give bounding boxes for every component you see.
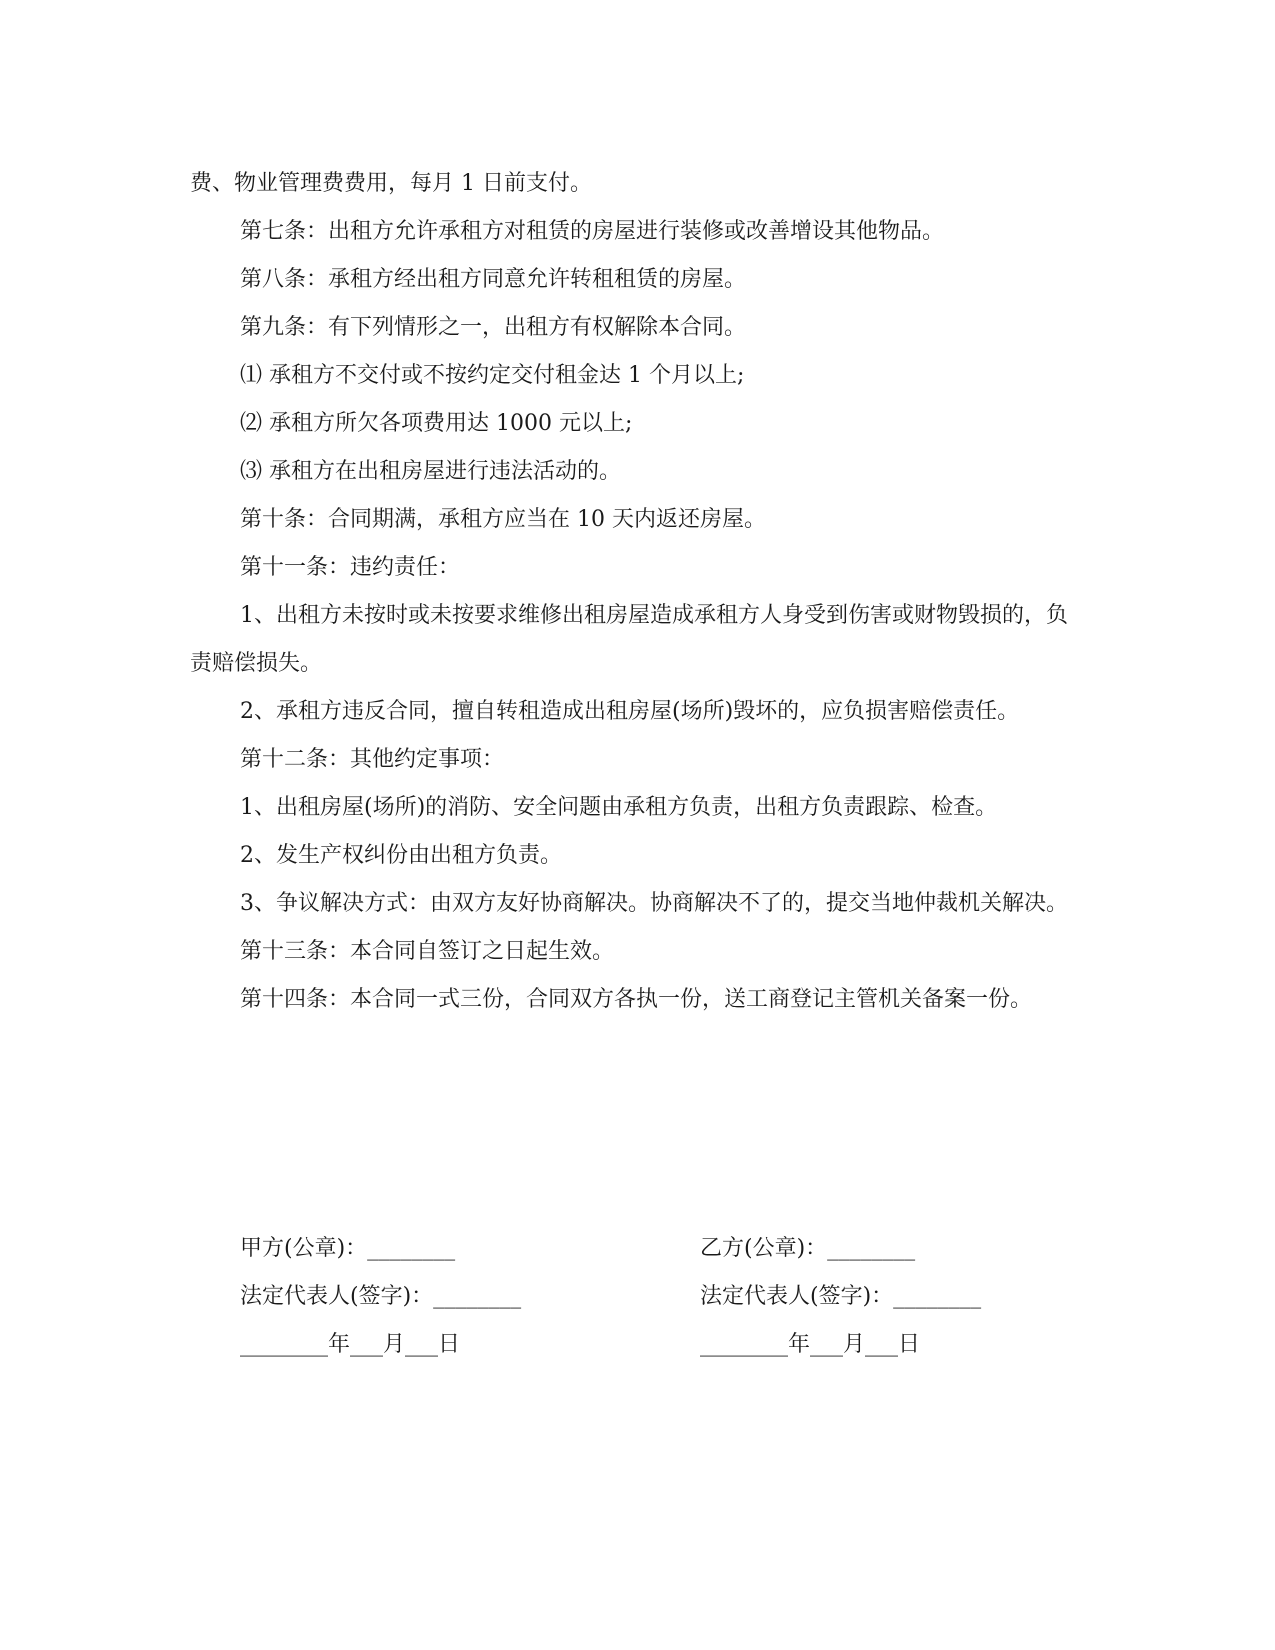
party-a-seal-line: 甲方(公章)：________ [240,1236,456,1261]
paragraph-article-11-item-1: 1、出租方未按时或未按要求维修出租房屋造成承租方人身受到伤害或财物毁损的，负责赔偿损失。 [190,603,1068,676]
paragraph-article-9-item-1: ⑴ 承租方不交付或不按约定交付租金达 1 个月以上; [240,363,745,388]
party-b-seal-line: 乙方(公章)：________ [700,1236,916,1261]
party-a-date-line: ________年___月___日 [240,1332,461,1357]
party-b-date-line: ________年___月___日 [700,1332,921,1357]
paragraph-article-12-item-1: 1、出租房屋(场所)的消防、安全问题由承租方负责，出租方负责跟踪、检查。 [240,795,998,820]
party-a-representative-line: 法定代表人(签字)：________ [240,1284,522,1309]
paragraph-article-12-item-2: 2、发生产权纠份由出租方负责。 [240,843,562,868]
paragraph-article-11-item-2: 2、承租方违反合同，擅自转租造成出租房屋(场所)毁坏的，应负损害赔偿责任。 [240,699,1020,724]
signature-row-seal [240,1225,1070,1273]
paragraph-article-9-item-2: ⑵ 承租方所欠各项费用达 1000 元以上; [240,411,633,436]
paragraph-article-7: 第七条：出租方允许承租方对租赁的房屋进行装修或改善增设其他物品。 [240,219,945,244]
paragraph-article-9: 第九条：有下列情形之一，出租方有权解除本合同。 [240,315,747,340]
paragraph-article-12: 第十二条：其他约定事项： [240,747,505,772]
paragraph-article-10: 第十条：合同期满，承租方应当在 10 天内返还房屋。 [240,507,766,532]
party-b-representative-line: 法定代表人(签字)：________ [700,1284,982,1309]
signature-row-representative [240,1273,1070,1321]
paragraph-article-12-item-3: 3、争议解决方式：由双方友好协商解决。协商解决不了的，提交当地仲裁机关解决。 [240,891,1068,916]
paragraph-fees-payment: 费、物业管理费费用，每月 1 日前支付。 [190,171,592,196]
paragraph-article-9-item-3: ⑶ 承租方在出租房屋进行违法活动的。 [240,459,621,484]
signature-row-date [240,1321,1070,1369]
contract-body [190,160,1070,1024]
signature-block [240,1225,1070,1369]
paragraph-article-14: 第十四条：本合同一式三份，合同双方各执一份，送工商登记主管机关备案一份。 [240,987,1033,1012]
paragraph-article-13: 第十三条：本合同自签订之日起生效。 [240,939,615,964]
paragraph-article-8: 第八条：承租方经出租方同意允许转租租赁的房屋。 [240,267,747,292]
paragraph-article-11: 第十一条：违约责任： [240,555,461,580]
